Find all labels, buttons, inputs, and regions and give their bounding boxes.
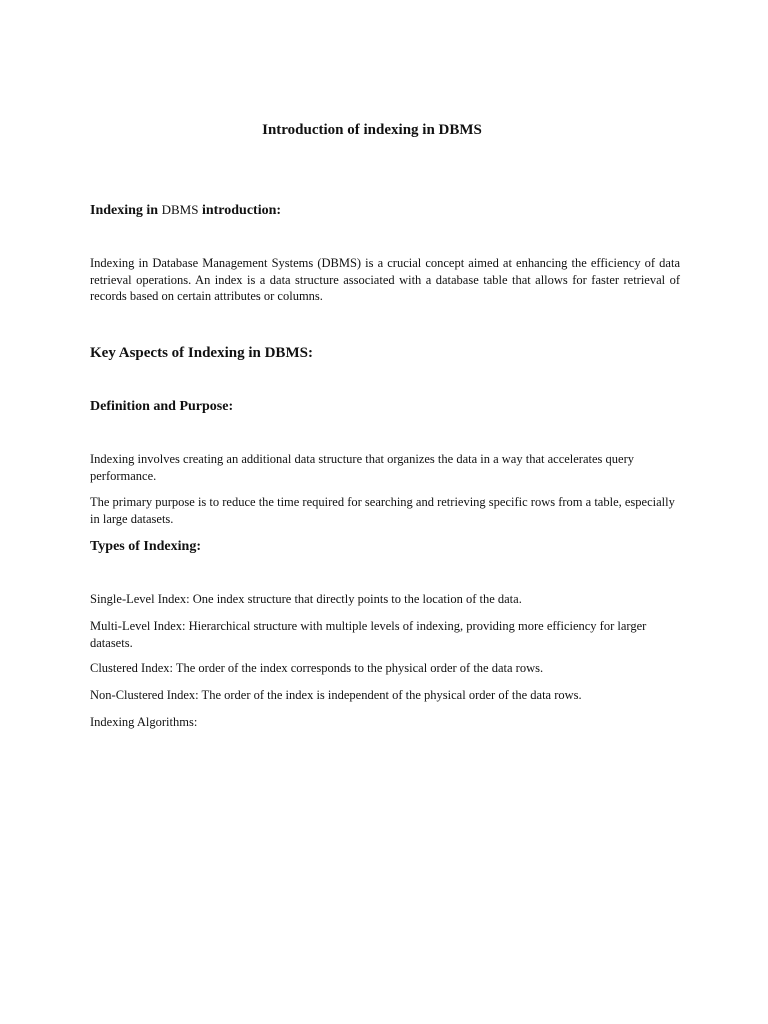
- heading-dbms: DBMS: [161, 202, 199, 217]
- section-heading-intro: [90, 200, 281, 221]
- intro-paragraph: Indexing in Database Management Systems (DBMS) is a crucial concept aimed at enhancing the efficiency of data retrieval operations. An index is a data structure associated with a database table that allows for faster retrieval of records based on certain attributes or columns.: [90, 256, 680, 303]
- section-heading-types: Types of Indexing:: [90, 539, 201, 554]
- definition-paragraph-1: Indexing involves creating an additional data structure that organizes the data in a way that accelerates query performance.: [90, 452, 634, 483]
- list-item-multi-level: Multi-Level Index: Hierarchical structure with multiple levels of indexing, providing more efficiency for larger datasets.: [90, 619, 647, 650]
- definition-paragraph-2: The primary purpose is to reduce the time required for searching and retrieving specific rows from a table, especially in large datasets.: [90, 495, 675, 526]
- subheading-definition-purpose: Definition and Purpose:: [90, 399, 234, 414]
- list-item-clustered: Clustered Index: The order of the index corresponds to the physical order of the data rows.: [90, 661, 544, 675]
- document-title: Introduction of indexing in DBMS: [262, 122, 482, 138]
- list-item-single-level: Single-Level Index: One index structure that directly points to the location of the data.: [90, 592, 522, 606]
- heading-prefix: Indexing in: [90, 203, 162, 218]
- section-heading-key-aspects: Key Aspects of Indexing in DBMS:: [90, 345, 313, 361]
- list-item-indexing-algorithms: Indexing Algorithms:: [90, 715, 198, 729]
- list-item-non-clustered: Non-Clustered Index: The order of the index is independent of the physical order of the data rows.: [90, 688, 582, 702]
- heading-suffix: introduction:: [198, 203, 282, 218]
